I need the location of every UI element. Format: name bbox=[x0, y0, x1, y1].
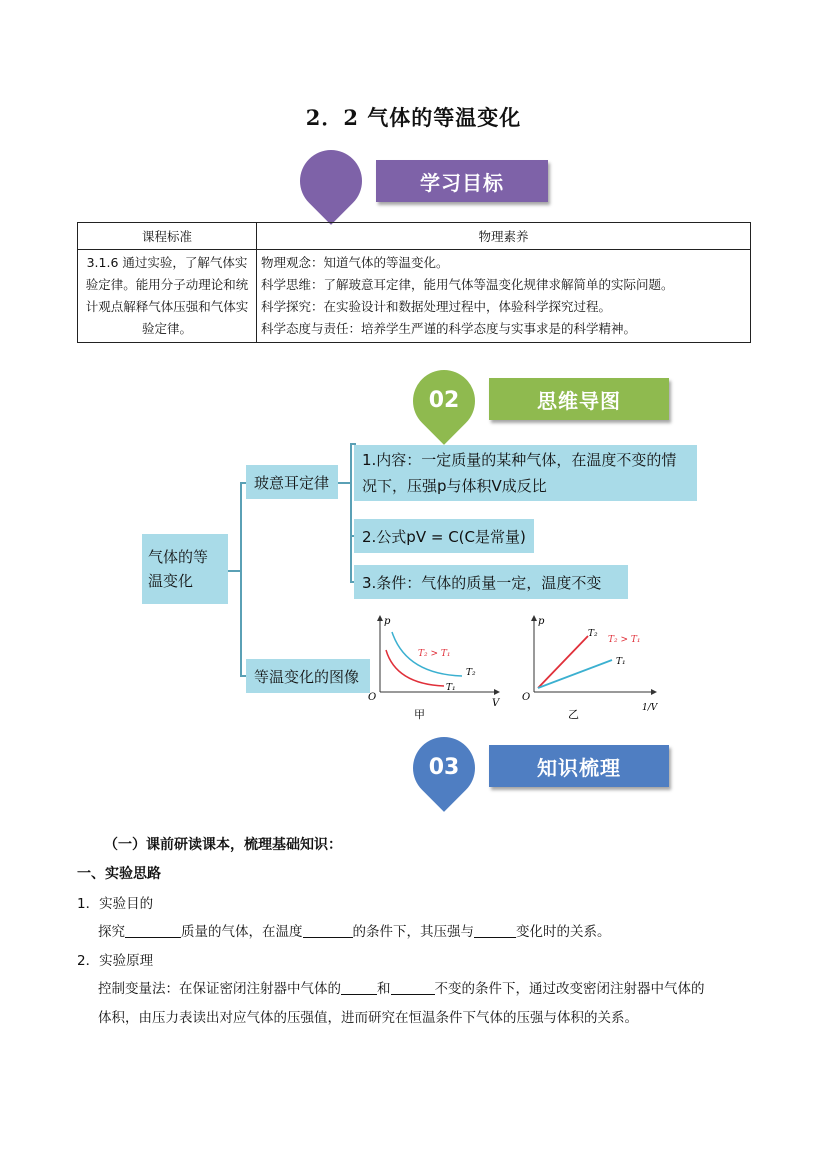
mindmap-banner bbox=[413, 370, 673, 434]
item-purpose-title: 1．实验目的 bbox=[77, 896, 154, 912]
connector bbox=[350, 535, 356, 537]
graph-caption: 甲 bbox=[414, 708, 425, 721]
literacy-line: 科学探究：在实验设计和数据处理过程中，体验科学探究过程。 bbox=[261, 299, 612, 314]
axis-y-label: p bbox=[538, 616, 545, 627]
axis-x-label: 1/V bbox=[642, 703, 658, 713]
text-part: 的条件下，其压强与 bbox=[352, 924, 474, 940]
graph-caption: 乙 bbox=[568, 708, 579, 721]
mindmap-branch-graph: 等温变化的图像 bbox=[246, 659, 370, 693]
heading-experiment-idea: 一、实验思路 bbox=[77, 866, 161, 882]
knowledge-banner bbox=[413, 737, 673, 801]
table-header-standard: 课程标准 bbox=[78, 223, 257, 250]
fill-blank[interactable] bbox=[341, 978, 377, 995]
mindmap-root: 气体的等温变化 bbox=[142, 534, 228, 604]
goals-banner-label: 学习目标 bbox=[376, 160, 548, 202]
axis-y-label: p bbox=[384, 616, 391, 627]
connector bbox=[338, 482, 350, 484]
knowledge-banner-number: 03 bbox=[428, 755, 460, 780]
mindmap-leaf-content: 1.内容：一定质量的某种气体，在温度不变的情况下，压强p与体积V成反比 bbox=[354, 445, 697, 501]
goals-banner-circle bbox=[287, 137, 375, 225]
table-cell-literacy bbox=[257, 250, 751, 343]
literacy-line: 科学思维：了解玻意耳定律，能用气体等温变化规律求解简单的实际问题。 bbox=[261, 277, 674, 292]
connector bbox=[228, 570, 240, 572]
mindmap-banner-label: 思维导图 bbox=[489, 378, 669, 420]
text-part: 和 bbox=[377, 981, 391, 997]
mindmap-leaf-condition: 3.条件：气体的质量一定，温度不变 bbox=[354, 565, 628, 599]
line-t2 bbox=[538, 636, 588, 688]
t2-label: T₂ bbox=[466, 668, 476, 678]
connector bbox=[350, 581, 356, 583]
line-t1 bbox=[538, 660, 612, 688]
axis-x-label: V bbox=[492, 698, 500, 709]
text-part: 探究 bbox=[98, 924, 125, 940]
text-part: 变化时的关系。 bbox=[516, 924, 611, 940]
text-part: 质量的气体，在温度 bbox=[181, 924, 303, 940]
table-header-literacy: 物理素养 bbox=[257, 223, 751, 250]
fill-blank[interactable] bbox=[474, 921, 516, 938]
relation-label: T₂ > T₁ bbox=[418, 649, 451, 659]
t1-label: T₁ bbox=[446, 683, 456, 693]
mindmap-leaf-formula: 2.公式pV = C(C是常量) bbox=[354, 519, 534, 553]
mindmap-banner-number: 02 bbox=[428, 388, 460, 413]
item-principle-text-line2: 体积，由压力表读出对应气体的压强值，进而研究在恒温条件下气体的压强与体积的关系。 bbox=[98, 1010, 638, 1026]
item-principle-title: 2．实验原理 bbox=[77, 953, 154, 969]
fill-blank[interactable] bbox=[125, 921, 181, 938]
item-principle-text bbox=[98, 977, 758, 1001]
mindmap-branch-boyle: 玻意耳定律 bbox=[246, 465, 338, 499]
t1-label: T₁ bbox=[616, 657, 626, 667]
text-part: 不变的条件下，通过改变密闭注射器中气体的 bbox=[434, 981, 705, 997]
literacy-line: 科学态度与责任：培养学生严谨的科学态度与实事求是的科学精神。 bbox=[261, 321, 637, 336]
graph-yi bbox=[514, 612, 664, 724]
page-title: 2．2 气体的等温变化 bbox=[305, 105, 522, 130]
goals-banner bbox=[300, 150, 550, 214]
origin-label: O bbox=[522, 692, 531, 703]
item-purpose-text bbox=[98, 920, 611, 944]
table-cell-standard: 3.1.6 通过实验，了解气体实验定律。能用分子动理论和统计观点解释气体压强和气体实验定律。 bbox=[78, 250, 257, 343]
connector bbox=[240, 482, 242, 676]
connector bbox=[350, 443, 352, 583]
knowledge-banner-label: 知识梳理 bbox=[489, 745, 669, 787]
literacy-line: 物理观念：知道气体的等温变化。 bbox=[261, 255, 449, 270]
origin-label: O bbox=[368, 692, 377, 703]
fill-blank[interactable] bbox=[391, 978, 435, 995]
t2-label: T₂ bbox=[588, 629, 598, 639]
relation-label: T₂ > T₁ bbox=[608, 635, 641, 645]
section-intro: （一）课前研读课本，梳理基础知识： bbox=[104, 837, 342, 853]
standards-table bbox=[77, 222, 751, 343]
connector bbox=[240, 675, 248, 677]
graph-jia bbox=[362, 612, 512, 724]
connector bbox=[240, 482, 248, 484]
fill-blank[interactable] bbox=[303, 921, 353, 938]
text-part: 控制变量法：在保证密闭注射器中气体的 bbox=[98, 981, 341, 997]
connector bbox=[350, 443, 356, 445]
